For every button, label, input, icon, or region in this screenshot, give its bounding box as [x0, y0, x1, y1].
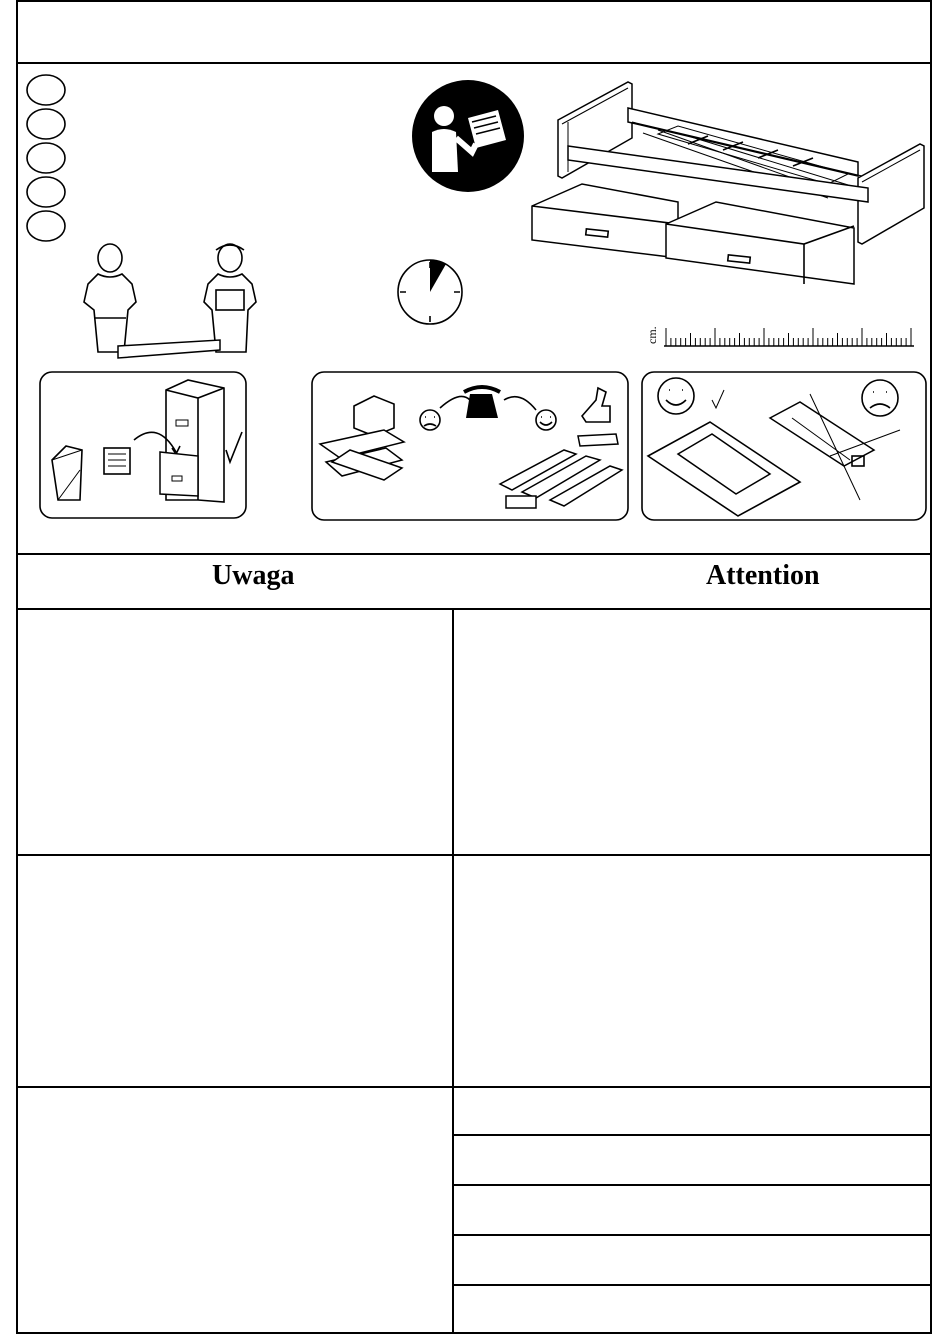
badge-circle-4: [27, 177, 65, 207]
two-person-assembly-icon: [70, 240, 280, 362]
assembly-surface-panel: [640, 370, 928, 522]
sub-row-divider-3: [452, 1234, 932, 1236]
heading-divider: [16, 608, 932, 610]
illustration-divider: [16, 553, 932, 555]
badge-circle-3: [27, 143, 65, 173]
ruler-scale-icon: [646, 322, 918, 356]
ruler-unit-label: cm.: [645, 326, 659, 344]
row-divider-1: [16, 854, 932, 856]
badge-circle-1: [27, 75, 65, 105]
language-badges: [24, 72, 70, 242]
heading-attention: Attention: [706, 560, 820, 591]
bed-illustration: [528, 78, 928, 288]
badge-circle-5: [27, 211, 65, 241]
badge-circle-2: [27, 109, 65, 139]
column-divider: [452, 608, 454, 1334]
check-parts-panel: [310, 370, 630, 522]
sub-row-divider-4: [452, 1284, 932, 1286]
sub-row-divider-1: [452, 1134, 932, 1136]
row-divider-2: [16, 1086, 932, 1088]
time-estimate-clock-icon: [396, 258, 466, 328]
keep-instructions-panel: [38, 370, 248, 520]
header-divider: [16, 62, 932, 64]
heading-uwaga: Uwaga: [212, 560, 295, 591]
sub-row-divider-2: [452, 1184, 932, 1186]
read-instructions-icon: [410, 78, 526, 194]
